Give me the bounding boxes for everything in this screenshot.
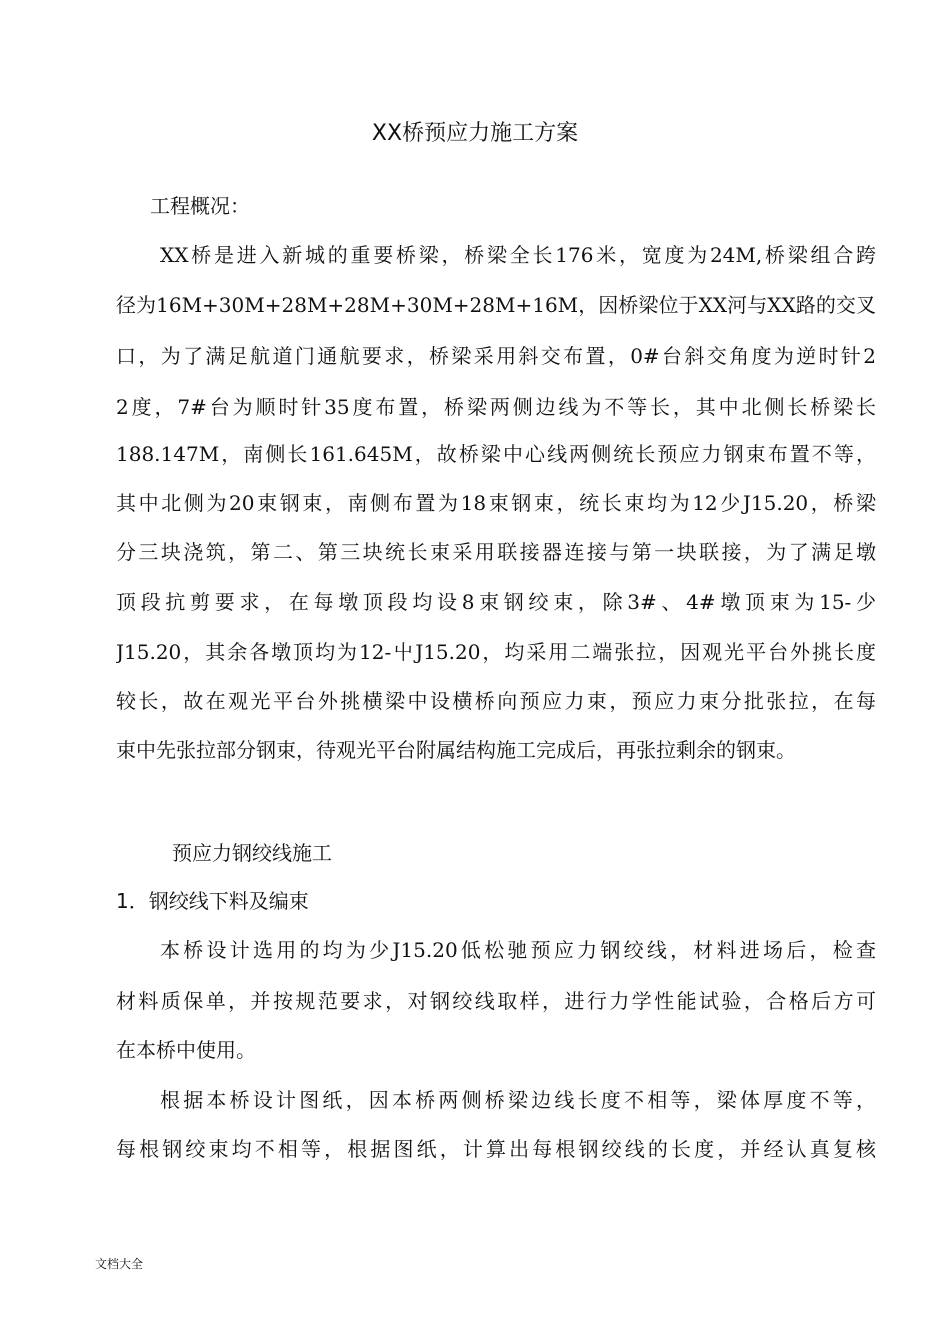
overview-line: 束中先张拉部分钢束，待观光平台附属结构施工完成后，再张拉剩余的钢束。: [116, 738, 796, 762]
paragraph-line: 在本桥中使用。: [116, 1038, 256, 1062]
overview-line: 较长，故在观光平台外挑横梁中设横桥向预应力束，预应力束分批张拉，在每: [116, 689, 876, 713]
section-heading-prestress: 预应力钢绞线施工: [172, 841, 332, 865]
page-footer: 文档大全: [95, 1257, 144, 1271]
overview-line: 顶段抗剪要求，在每墩顶段均设8束钢绞束，除3#、4#墩顶束为15-少: [116, 590, 876, 614]
overview-line: XX桥是进入新城的重要桥梁，桥梁全长176米，宽度为24M,桥梁组合跨: [160, 243, 876, 267]
subsection-heading-strand-cutting: 1．钢绞线下料及编束: [116, 889, 309, 913]
paragraph-line: 根据本桥设计图纸，因本桥两侧桥梁边线长度不相等，梁体厚度不等，: [160, 1088, 876, 1112]
overview-line: 径为16M+30M+28M+28M+30M+28M+16M，因桥梁位于XX河与XX路的交叉: [116, 293, 876, 317]
overview-line: 分三块浇筑，第二、第三块统长束采用联接器连接与第一块联接，为了满足墩: [116, 540, 876, 564]
overview-line: J15.20，其余各墩顶均为12-屮J15.20，均采用二端张拉，因观光平台外挑长度: [116, 640, 876, 664]
paragraph-line: 材料质保单，并按规范要求，对钢绞线取样，进行力学性能试验，合格后方可: [116, 989, 876, 1013]
overview-line: 2度，7#台为顺时针35度布置，桥梁两侧边线为不等长，其中北侧长桥梁长: [116, 395, 876, 419]
overview-line: 口，为了满足航道门通航要求，桥梁采用斜交布置，0#台斜交角度为逆时针2: [116, 344, 876, 368]
paragraph-line: 每根钢绞束均不相等，根据图纸，计算出每根钢绞线的长度，并经认真复核: [116, 1137, 876, 1161]
document-title: XX桥预应力施工方案: [371, 121, 579, 146]
section-heading-overview: 工程概况：: [150, 194, 250, 218]
paragraph-line: 本桥设计选用的均为少J15.20低松驰预应力钢绞线，材料进场后，检查: [160, 938, 876, 962]
overview-line: 188.147M，南侧长161.645M，故桥梁中心线两侧统长预应力钢束布置不等，: [116, 442, 876, 466]
overview-line: 其中北侧为20束钢束，南侧布置为18束钢束，统长束均为12少J15.20，桥梁: [116, 491, 876, 515]
